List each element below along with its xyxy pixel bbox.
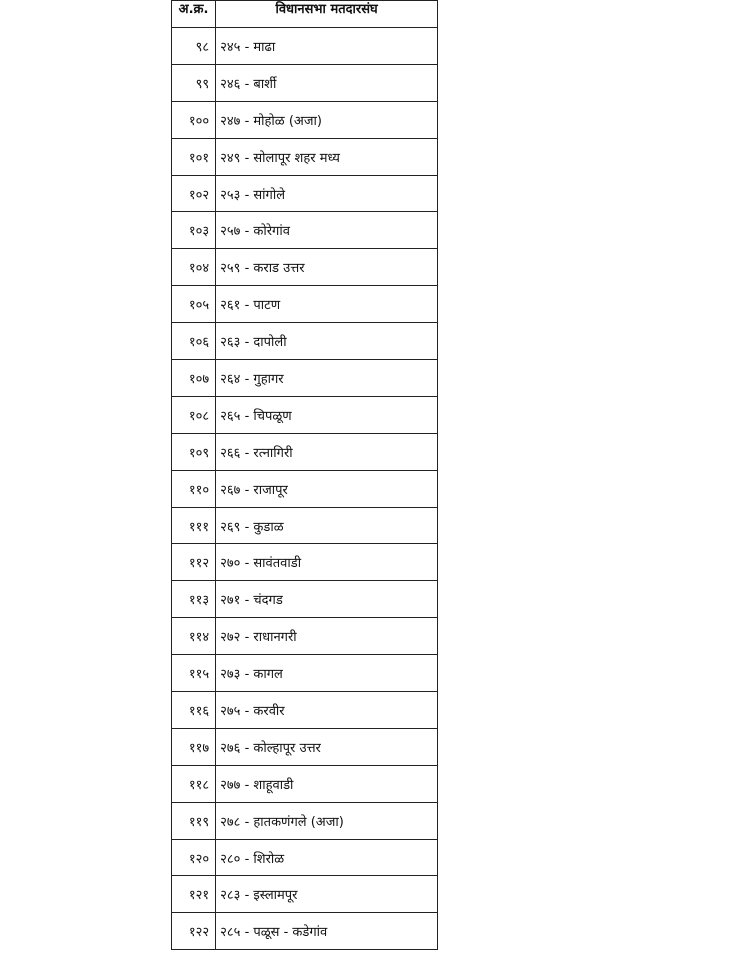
table-row: [172, 618, 438, 655]
table-row: [172, 64, 438, 101]
table-row: [172, 655, 438, 692]
table-body: [172, 28, 438, 950]
serial-number-cell: १२२: [172, 913, 216, 950]
serial-number-cell: ११७: [172, 728, 216, 765]
table-row: [172, 470, 438, 507]
serial-number-cell: ११६: [172, 692, 216, 729]
table-header-row: [172, 1, 438, 28]
serial-number-cell: ११२: [172, 544, 216, 581]
serial-number-cell: ११०: [172, 470, 216, 507]
constituency-cell: २५९ - कराड उत्तर: [216, 249, 438, 286]
serial-number-cell: १०७: [172, 360, 216, 397]
constituency-cell: २७६ - कोल्हापूर उत्तर: [216, 728, 438, 765]
table-row: [172, 728, 438, 765]
table-row: [172, 175, 438, 212]
constituency-cell: २४७ - मोहोळ (अजा): [216, 101, 438, 138]
table-row: [172, 876, 438, 913]
constituency-cell: २७२ - राधानगरी: [216, 618, 438, 655]
table-row: [172, 765, 438, 802]
constituency-cell: २४५ - माढा: [216, 28, 438, 65]
table-row: [172, 433, 438, 470]
constituency-cell: २६१ - पाटण: [216, 286, 438, 323]
constituency-cell: २६५ - चिपळूण: [216, 396, 438, 433]
constituency-cell: २६६ - रत्नागिरी: [216, 433, 438, 470]
serial-number-cell: १०३: [172, 212, 216, 249]
table-row: [172, 249, 438, 286]
serial-number-header: अ.क्र.: [172, 1, 216, 28]
serial-number-cell: १००: [172, 101, 216, 138]
serial-number-cell: १०४: [172, 249, 216, 286]
table-row: [172, 507, 438, 544]
table-row: [172, 581, 438, 618]
table-row: [172, 286, 438, 323]
serial-number-cell: १११: [172, 507, 216, 544]
constituency-cell: २७५ - करवीर: [216, 692, 438, 729]
table-row: [172, 101, 438, 138]
serial-number-cell: १०८: [172, 396, 216, 433]
serial-number-cell: ११४: [172, 618, 216, 655]
table-row: [172, 913, 438, 950]
serial-number-cell: ९९: [172, 64, 216, 101]
serial-number-cell: १०५: [172, 286, 216, 323]
table-row: [172, 396, 438, 433]
constituency-cell: २५७ - कोरेगांव: [216, 212, 438, 249]
constituency-cell: २६९ - कुडाळ: [216, 507, 438, 544]
constituency-cell: २७८ - हातकणंगले (अजा): [216, 802, 438, 839]
table-row: [172, 802, 438, 839]
table-row: [172, 360, 438, 397]
constituency-cell: २६४ - गुहागर: [216, 360, 438, 397]
constituency-cell: २८० - शिरोळ: [216, 839, 438, 876]
serial-number-cell: ११८: [172, 765, 216, 802]
table-row: [172, 544, 438, 581]
constituency-cell: २७३ - कागल: [216, 655, 438, 692]
table-row: [172, 28, 438, 65]
table-row: [172, 138, 438, 175]
constituency-cell: २८५ - पळूस - कडेगांव: [216, 913, 438, 950]
constituency-cell: २८३ - इस्लामपूर: [216, 876, 438, 913]
serial-number-cell: १०६: [172, 323, 216, 360]
constituency-cell: २४९ - सोलापूर शहर मध्य: [216, 138, 438, 175]
serial-number-cell: ११५: [172, 655, 216, 692]
table-row: [172, 692, 438, 729]
constituency-header: विधानसभा मतदारसंघ: [216, 1, 438, 28]
constituency-cell: २६३ - दापोली: [216, 323, 438, 360]
serial-number-cell: १०२: [172, 175, 216, 212]
constituency-cell: २७७ - शाहूवाडी: [216, 765, 438, 802]
table-row: [172, 212, 438, 249]
serial-number-cell: १२०: [172, 839, 216, 876]
constituency-cell: २६७ - राजापूर: [216, 470, 438, 507]
constituency-cell: २७० - सावंतवाडी: [216, 544, 438, 581]
constituency-cell: २४६ - बार्शी: [216, 64, 438, 101]
serial-number-cell: १०१: [172, 138, 216, 175]
serial-number-cell: १०९: [172, 433, 216, 470]
constituency-cell: २७१ - चंदगड: [216, 581, 438, 618]
table-row: [172, 839, 438, 876]
serial-number-cell: ९८: [172, 28, 216, 65]
constituency-cell: २५३ - सांगोले: [216, 175, 438, 212]
constituency-table: [171, 0, 438, 950]
serial-number-cell: १२१: [172, 876, 216, 913]
serial-number-cell: ११९: [172, 802, 216, 839]
table-row: [172, 323, 438, 360]
serial-number-cell: ११३: [172, 581, 216, 618]
